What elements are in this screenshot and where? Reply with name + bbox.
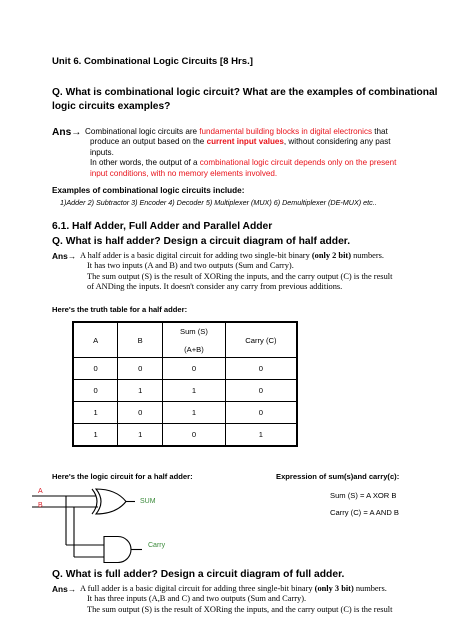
examples-list: 1)Adder 2) Subtractor 3) Encoder 4) Decoder 5) Multiplexer (MUX) 6) Demultiplexer (DE-MUX) etc.. — [60, 198, 377, 207]
cell-sum: 0 — [163, 358, 226, 380]
answer-1-line-4 — [85, 158, 396, 168]
header-sum-top: Sum (S) — [180, 326, 208, 336]
table-row — [73, 424, 297, 447]
cell-b: 1 — [118, 380, 163, 402]
truth-table-header-row — [73, 322, 297, 358]
logic-circuit-title: Here's the logic circuit for a half adder: — [52, 472, 193, 481]
header-sum-bottom: (A+B) — [184, 344, 204, 354]
unit-title: Unit 6. Combinational Logic Circuits [8 Hrs.] — [52, 56, 253, 67]
cell-a: 1 — [73, 424, 118, 447]
answer-2-text: A half adder is a basic digital circuit for adding two single-bit binary — [80, 251, 312, 260]
answer-2-body — [80, 251, 392, 293]
header-a: A — [73, 322, 118, 358]
circuit-wires — [32, 489, 142, 563]
cell-carry: 0 — [225, 358, 297, 380]
answer-1-highlight: combinational logic circuit depends only on the present — [199, 158, 397, 168]
question-1-line-1: Q. What is combinational logic circuit? What are the examples of combinational — [52, 87, 438, 98]
and-gate — [104, 537, 131, 563]
answer-1-line-3: inputs. — [90, 147, 114, 157]
answer-1-line-2 — [85, 137, 396, 147]
answer-1-text: , without considering any past — [283, 137, 391, 147]
cell-carry: 0 — [225, 380, 297, 402]
header-sum — [163, 322, 226, 358]
answer-3-body — [80, 584, 392, 615]
sum-expression: Sum (S) = A XOR B — [330, 491, 397, 500]
cell-sum: 1 — [163, 402, 226, 424]
question-1-line-2: logic circuits examples? — [52, 101, 171, 112]
input-b-label: B — [38, 502, 43, 509]
xor-gate — [96, 489, 126, 514]
header-carry: Carry (C) — [225, 322, 297, 358]
answer-1-text: produce an output based on the — [90, 137, 207, 147]
cell-carry: 0 — [225, 402, 297, 424]
cell-sum: 1 — [163, 380, 226, 402]
xor-gate-extra-curve — [92, 489, 97, 514]
cell-a: 1 — [73, 402, 118, 424]
question-3: Q. What is full adder? Design a circuit diagram of full adder. — [52, 569, 345, 580]
table-row — [73, 402, 297, 424]
input-a-label: A — [38, 488, 43, 495]
examples-title: Examples of combinational logic circuits include: — [52, 186, 245, 195]
answer-1-text: In other words, the output of a — [90, 158, 200, 168]
section-heading-6-1: 6.1. Half Adder, Full Adder and Parallel Adder — [52, 221, 273, 232]
expression-title: Expression of sum(s)and carry(c): — [276, 472, 400, 481]
answer-2-label: Ans→ — [52, 251, 77, 261]
answer-2-bold: (only 2 bit) — [311, 251, 351, 260]
truth-table — [72, 321, 298, 447]
cell-sum: 0 — [163, 424, 226, 447]
question-1 — [52, 86, 438, 114]
cell-carry: 1 — [225, 424, 297, 447]
answer-1-highlight: fundamental building blocks in digital electronics — [199, 127, 373, 136]
carry-output-label: Carry — [148, 542, 166, 549]
table-row — [73, 380, 297, 402]
answer-3-label: Ans→ — [52, 584, 77, 594]
answer-3-text: A full adder is a basic digital circuit for adding three single-bit binary — [80, 584, 315, 593]
answer-3-line-1 — [80, 584, 392, 594]
answer-3-line-3: The sum output (S) is the result of XORing the inputs, and the carry output (C) is the result — [87, 604, 393, 614]
answer-1-body — [85, 127, 396, 179]
answer-1-line-1 — [85, 127, 396, 137]
answer-3-text: numbers. — [353, 584, 387, 593]
carry-expression: Carry (C) = A AND B — [330, 508, 399, 517]
half-adder-circuit — [30, 483, 190, 563]
answer-1-highlight: current input values — [206, 137, 284, 147]
cell-a: 0 — [73, 358, 118, 380]
cell-b: 1 — [118, 424, 163, 447]
question-2: Q. What is half adder? Design a circuit diagram of half adder. — [52, 236, 351, 247]
answer-2-line-2: It has two inputs (A and B) and two outputs (Sum and Carry). — [87, 261, 294, 271]
answer-1-line-5: input conditions, with no memory elements involved. — [90, 168, 278, 178]
answer-2-text: numbers. — [350, 251, 385, 260]
answer-1-label: Ans→ — [52, 127, 82, 138]
sum-output-label: SUM — [140, 498, 156, 505]
answer-3-line-2: It has three inputs (A,B and C) and two outputs (Sum and Carry). — [87, 594, 307, 604]
answer-2-line-1 — [80, 251, 392, 261]
truth-table-title: Here's the truth table for a half adder: — [52, 305, 188, 314]
answer-3-bold: (only 3 bit) — [314, 584, 354, 593]
header-b: B — [118, 322, 163, 358]
answer-1-text: that — [372, 127, 388, 136]
table-row — [73, 358, 297, 380]
cell-b: 0 — [118, 358, 163, 380]
answer-2-line-4: of ANDing the inputs. It doesn't consider any carry from previous additions. — [87, 282, 343, 292]
answer-2-line-3: The sum output (S) is the result of XORing the inputs, and the carry output (C) is the result — [87, 271, 393, 281]
cell-a: 0 — [73, 380, 118, 402]
cell-b: 0 — [118, 402, 163, 424]
answer-1-text: Combinational logic circuits are — [85, 127, 200, 136]
